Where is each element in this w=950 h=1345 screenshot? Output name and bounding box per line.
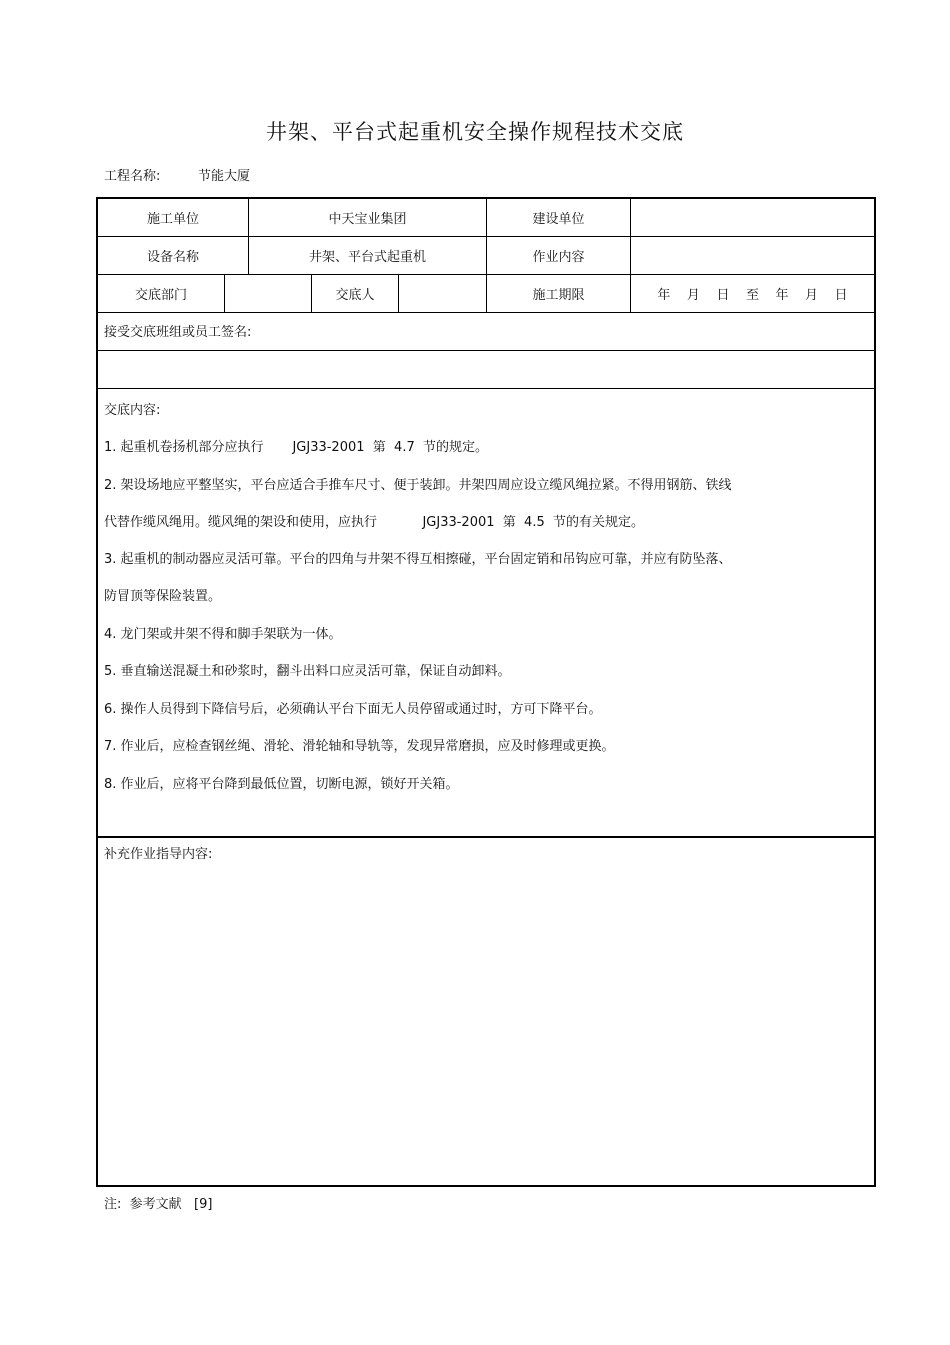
period-value: 年 月 日 至 年 月 日 [657, 288, 848, 303]
content-line: 4. 龙门架或井架不得和脚手架联为一体。 [104, 627, 342, 642]
footnote: 注: 参考文献 [9] [104, 1197, 213, 1212]
dept-value [225, 275, 311, 312]
equipment-label: 设备名称 [146, 250, 199, 265]
construction-unit-label: 施工单位 [146, 212, 199, 227]
work-content-value [631, 237, 874, 274]
row-divider [98, 350, 874, 351]
discloser-value [399, 275, 486, 312]
content-line: 代替作缆风绳用。缆风绳的架设和使用，应执行 JGJ33-2001 第 4.5 节的有关规定。 [104, 515, 644, 530]
section-divider [98, 836, 874, 838]
disclosure-table [96, 197, 876, 1187]
document-title: 井架、平台式起重机安全操作规程技术交底 [266, 120, 684, 144]
dept-label: 交底部门 [134, 288, 187, 303]
content-line: 5. 垂直输送混凝土和砂浆时，翻斗出料口应灵活可靠，保证自动卸料。 [104, 664, 511, 679]
period-label: 施工期限 [532, 288, 585, 303]
content-line: 1. 起重机卷扬机部分应执行 JGJ33-2001 第 4.7 节的规定。 [104, 440, 488, 455]
row-divider [98, 388, 874, 389]
content-line: 防冒顶等保险装置。 [104, 589, 222, 604]
project-name-value: 节能大厦 [198, 169, 251, 184]
work-content-label: 作业内容 [532, 250, 585, 265]
content-line: 8. 作业后，应将平台降到最低位置，切断电源，锁好开关箱。 [104, 777, 459, 792]
project-name-row [104, 165, 251, 184]
builder-unit-value [631, 199, 874, 236]
equipment-value: 井架、平台式起重机 [308, 250, 426, 265]
content-line: 7. 作业后，应检查钢丝绳、滑轮、滑轮轴和导轨等，发现异常磨损，应及时修理或更换。 [104, 739, 615, 754]
signature-label: 接受交底班组或员工签名: [104, 325, 252, 340]
content-line: 2. 架设场地应平整坚实，平台应适合手推车尺寸、便于装卸。井架四周应设立缆风绳拉紧。不得用钢筋、铁线 [104, 478, 732, 493]
content-line: 3. 起重机的制动器应灵活可靠。平台的四角与井架不得互相擦碰，平台固定销和吊钩应可靠，并应有防坠落、 [104, 552, 732, 567]
content-label: 交底内容: [104, 403, 161, 418]
supplement-label: 补充作业指导内容: [104, 847, 213, 862]
discloser-label: 交底人 [335, 288, 375, 303]
content-line: 6. 操作人员得到下降信号后，必须确认平台下面无人员停留或通过时，方可下降平台。 [104, 702, 602, 717]
project-name-label: 工程名称: [104, 169, 161, 184]
builder-unit-label: 建设单位 [532, 212, 585, 227]
construction-unit-value: 中天宝业集团 [328, 212, 407, 227]
